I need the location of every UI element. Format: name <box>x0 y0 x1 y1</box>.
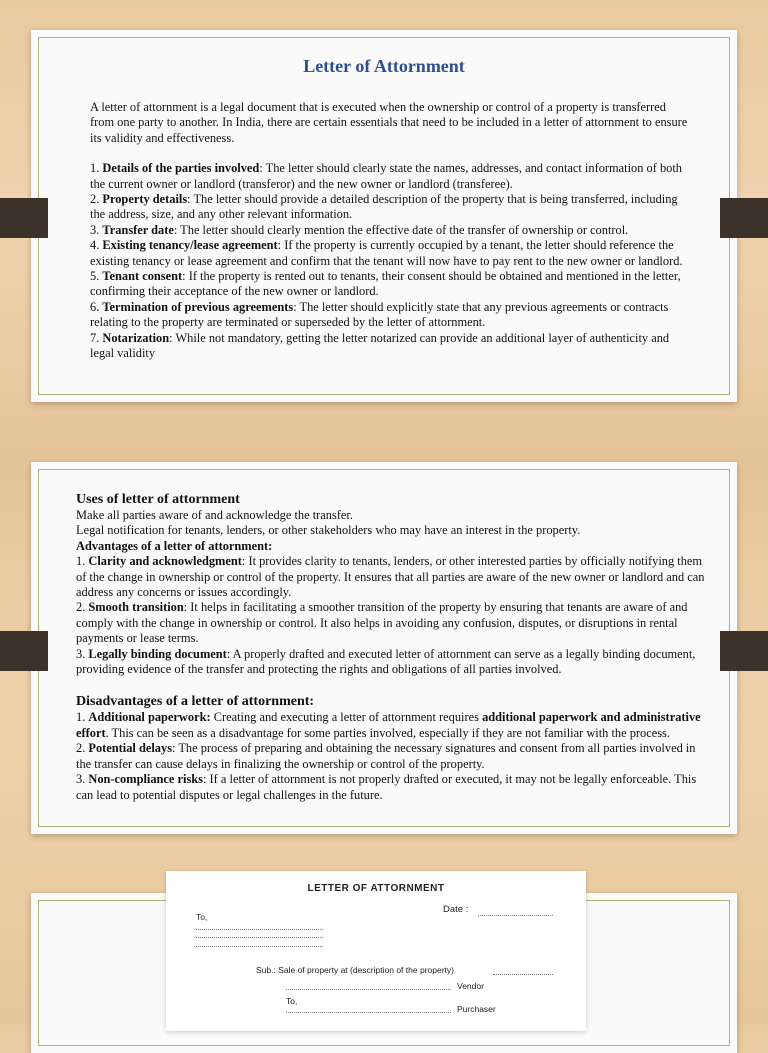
list-item <box>76 710 712 741</box>
card1-body <box>90 100 690 362</box>
disadvantages-heading: Disadvantages of a letter of attornment: <box>76 694 315 710</box>
slide-tab-right <box>720 198 768 238</box>
advantages-list <box>76 554 712 677</box>
card-letter-of-attornment <box>31 30 737 402</box>
slide-tab-left <box>0 198 48 238</box>
uses-line: Make all parties aware of and acknowledge the transfer. <box>76 508 353 522</box>
item-number: 3. <box>76 646 89 661</box>
item-number: 3. <box>76 772 89 787</box>
item-term: Non-compliance risks <box>88 772 204 787</box>
item-number: 7. <box>90 330 103 345</box>
item-text: : A properly drafted and executed letter of attornment can serve as a legally binding document, providing evidence of the transfer and protecting the rights and obligations of all parties involved. <box>76 646 696 677</box>
list-item <box>76 600 712 646</box>
list-item <box>90 161 690 192</box>
list-item <box>76 554 712 600</box>
item-number: 1. <box>76 554 89 569</box>
card2-body <box>76 491 712 803</box>
vendor-line <box>286 989 451 990</box>
item-text: : While not mandatory, getting the letter notarized can provide an additional layer of authenticity and legal validity <box>90 330 670 361</box>
list-item <box>90 269 690 300</box>
item-term: Potential delays <box>88 741 173 756</box>
item-text: : It provides clarity to tenants, lenders, or other interested parties by officially notifying them of the change in ownership or control of the property. It ensures that all parties are aware of the new owner or landlord and can address any concerns or issues accordingly. <box>76 554 705 600</box>
item-number: 3. <box>90 222 103 237</box>
list-item <box>76 741 712 772</box>
item-text: : The letter should clearly state the names, addresses, and contact information of both the current owner or landlord (transferor) and the new owner or landlord (transferee). <box>90 161 682 191</box>
intro-paragraph: A letter of attornment is a legal document that is executed when the ownership or control of a property is transferred from one party to another. In India, there are certain essentials that need to be included in a letter of attornment to ensure its validity and effectiveness. <box>90 100 688 145</box>
item-term: Smooth transition <box>88 600 184 615</box>
item-text: : The process of preparing and obtaining the necessary signatures and consent from all parties involved in the transfer can cause delays in finalizing the ownership or control of the property. <box>76 741 696 771</box>
letter-form-sheet <box>166 871 586 1031</box>
list-item <box>90 223 690 238</box>
page-title: Letter of Attornment <box>303 56 465 76</box>
item-text: : The letter should clearly mention the effective date of the transfer of ownership or control. <box>173 222 629 237</box>
item-number: 1. <box>76 710 89 725</box>
purchaser-line <box>286 1012 451 1013</box>
subject-line <box>493 974 553 975</box>
item-text: : The letter should provide a detailed description of the property that is being transferred, including the address, size, and any other relevant information. <box>90 192 678 222</box>
list-item <box>90 192 690 223</box>
item-number: 2. <box>76 600 89 615</box>
essentials-list <box>90 161 690 361</box>
item-term: Clarity and acknowledgment <box>88 554 242 569</box>
item-number: 2. <box>90 192 103 207</box>
address-line <box>196 937 323 938</box>
item-text: : If the property is currently occupied by a tenant, the letter should reference the existing tenancy or lease agreement and confirm that the tenant will now have to pay rent to the new owner or landlord. <box>90 238 683 268</box>
item-term: Tenant consent <box>102 269 183 284</box>
item-term: Property details <box>102 192 188 207</box>
card-uses-advantages <box>31 462 737 834</box>
purchaser-label: Purchaser <box>457 1004 496 1014</box>
item-text: : It helps in facilitating a smoother transition of the property by ensuring that tenants are aware of and comply with the change in ownership or control. It also helps in avoiding any confusion, disputes, or disruptions in rental payments or lease terms. <box>76 600 688 646</box>
item-term: Additional paperwork: <box>88 710 211 725</box>
item-number: 5. <box>90 269 103 284</box>
item-term: Details of the parties involved <box>102 161 260 176</box>
date-line <box>478 915 553 916</box>
form-title: LETTER OF ATTORNMENT <box>307 883 445 894</box>
item-term: Legally binding document <box>88 646 227 661</box>
address-line <box>196 946 323 947</box>
list-item <box>76 647 712 678</box>
address-line <box>196 929 323 930</box>
to-label-2: To, <box>286 996 298 1006</box>
item-term: Notarization <box>102 330 170 345</box>
list-item <box>76 772 712 803</box>
subject-label: Sub.: Sale of property at (description of the property) <box>256 965 454 975</box>
list-item <box>90 300 690 331</box>
item-text: : If a letter of attornment is not properly drafted or executed, it may not be legally enforceable. This can lead to potential disputes or legal challenges in the future. <box>76 772 697 802</box>
item-term: additional paperwork and administrative effort <box>76 710 701 740</box>
to-label: To, <box>196 912 208 922</box>
vendor-label: Vendor <box>457 981 484 991</box>
item-term: Transfer date <box>102 222 174 237</box>
item-term: Termination of previous agreements <box>102 299 294 314</box>
list-item <box>90 238 690 269</box>
slide-tab-right <box>720 631 768 671</box>
item-text: : The letter should explicitly state that any previous agreements or contracts relating to the property are terminated or superseded by the letter of attornment. <box>90 299 669 330</box>
item-number: 6. <box>90 299 103 314</box>
item-number: 4. <box>90 238 103 253</box>
item-text: . This can be seen as a disadvantage for some parties involved, especially if they are not familiar with the process. <box>105 725 670 740</box>
disadvantages-list <box>76 741 712 803</box>
item-number: 2. <box>76 741 89 756</box>
date-label: Date : <box>443 904 469 915</box>
list-item <box>90 331 690 362</box>
advantages-heading <box>76 539 712 554</box>
item-term: Existing tenancy/lease agreement <box>102 238 278 253</box>
uses-line: Legal notification for tenants, lenders, or other stakeholders who may have an interest in the property. <box>76 523 581 538</box>
slide-tab-left <box>0 631 48 671</box>
advantages-heading-text: Advantages of a letter of attornment: <box>76 538 273 553</box>
item-number: 1. <box>90 161 103 176</box>
item-text: : If the property is rented out to tenants, their consent should be obtained and mentioned in the letter, confirming their acceptance of the new owner or landlord. <box>90 269 681 299</box>
item-text: Creating and executing a letter of attornment requires <box>210 710 483 725</box>
uses-heading: Uses of letter of attornment <box>76 492 240 507</box>
